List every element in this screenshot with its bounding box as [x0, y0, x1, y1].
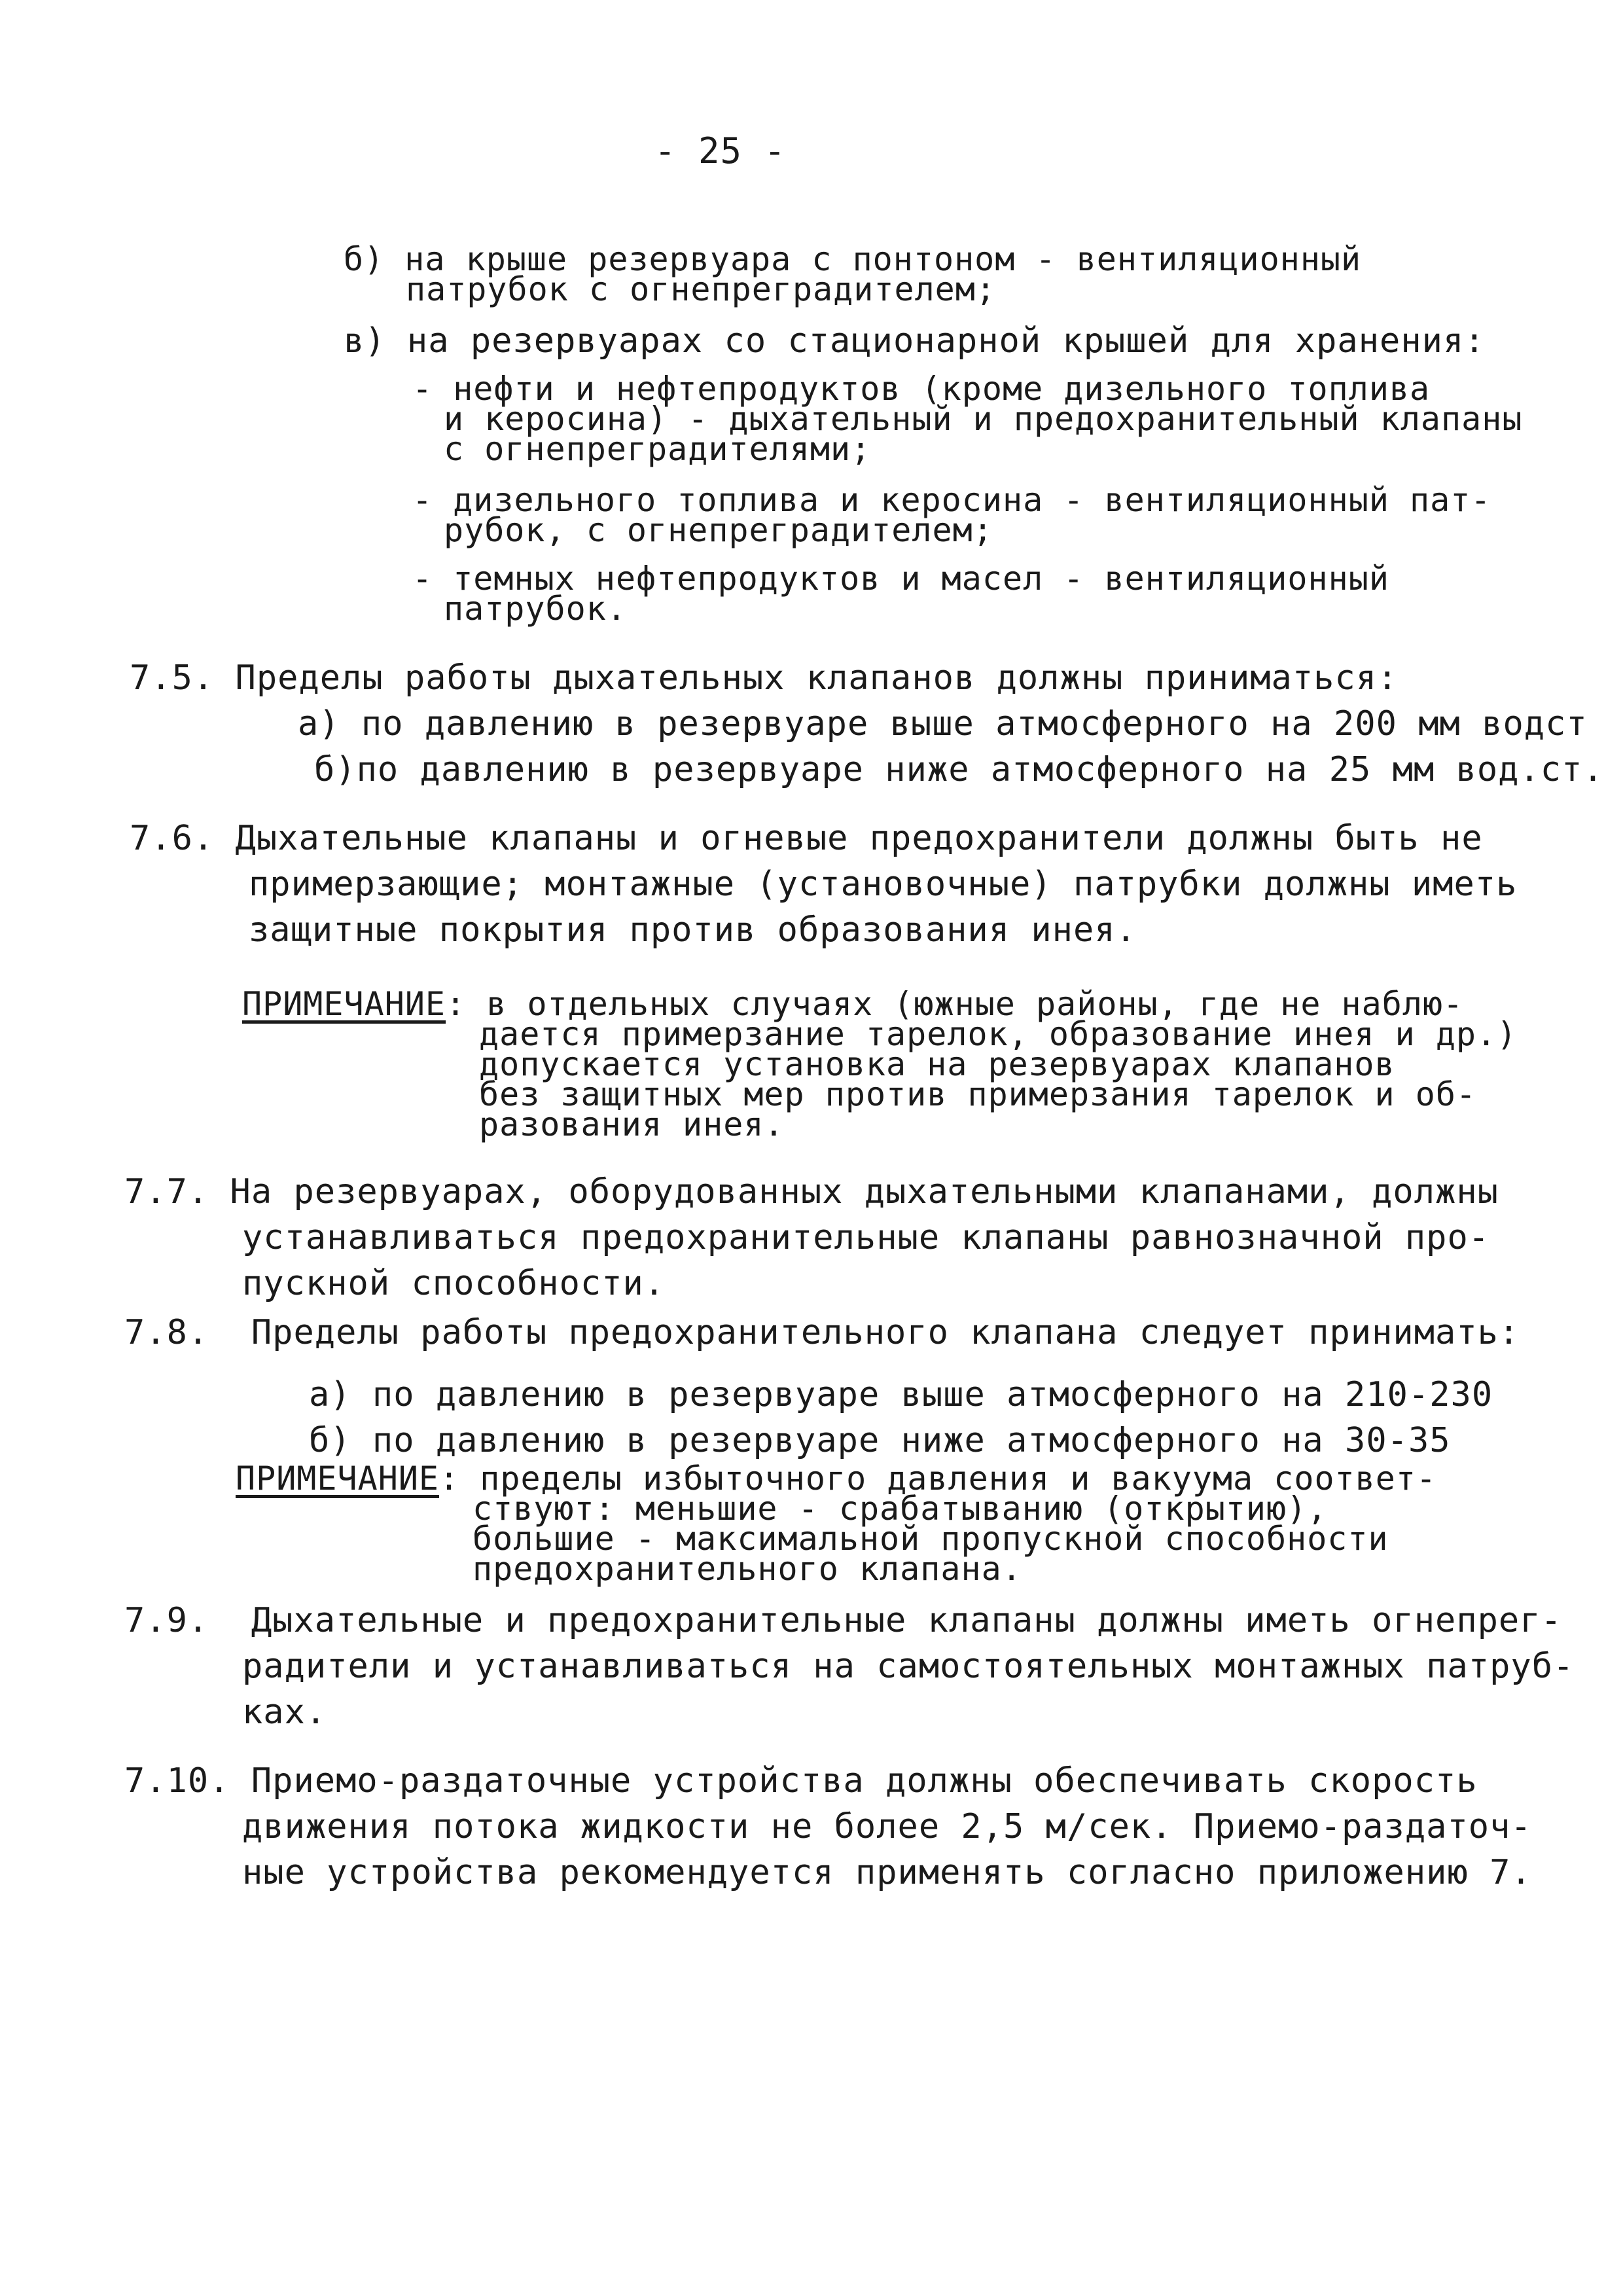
section-7-6-line-3: защитные покрытия против образования инея.	[249, 910, 1137, 950]
note-2-line-2: ствуют: меньшие - срабатыванию (открытию),	[473, 1490, 1328, 1528]
note-1-line-4: без защитных мер против примерзания тарелок и об-	[479, 1075, 1477, 1113]
note-2-text: : пределы избыточного давления и вакуума соответ-	[439, 1460, 1437, 1498]
note-2-line-3: большие - максимальной пропускной способности	[473, 1520, 1389, 1558]
section-7-5-item-a: а) по давлению в резервуаре выше атмосферного на 200 мм водст	[298, 704, 1588, 744]
note-1-line-5: разования инея.	[479, 1105, 785, 1143]
page-number: - 25 -	[654, 130, 787, 171]
note-2-label: ПРИМЕЧАНИЕ	[236, 1460, 440, 1498]
dash-2-line-2: рубок, с огнепреградителем;	[444, 511, 993, 549]
section-7-9-line-3: ках.	[242, 1693, 327, 1732]
note-2-line-4: предохранительного клапана.	[473, 1550, 1022, 1588]
section-7-8-item-b: б) по давлению в резервуаре ниже атмосферного на 30-35	[309, 1421, 1451, 1460]
section-7-6-line-1: 7.6. Дыхательные клапаны и огневые предохранители должны быть не	[130, 819, 1483, 858]
note-1-text: : в отдельных случаях (южные районы, где не наблю-	[446, 985, 1464, 1023]
section-7-7-line-2: устанавливаться предохранительные клапаны равнозначной про-	[242, 1218, 1490, 1257]
section-7-8-item-a: а) по давлению в резервуаре выше атмосферного на 210-230	[309, 1375, 1493, 1414]
section-7-5: 7.5. Пределы работы дыхательных клапанов должны приниматься:	[130, 658, 1399, 698]
dash-3-line-1: - темных нефтепродуктов и масел - вентиляционный	[412, 560, 1389, 598]
note-1-line-2: дается примерзание тарелок, образование инея и др.)	[479, 1015, 1518, 1053]
section-7-9-line-1: 7.9. Дыхательные и предохранительные клапаны должны иметь огнепрег-	[124, 1601, 1562, 1640]
section-7-6-line-2: примерзающие; монтажные (установочные) патрубки должны иметь	[249, 865, 1518, 904]
item-b-line-1: б) на крыше резервуара с понтоном - вентиляционный	[344, 240, 1362, 278]
section-7-10-line-2: движения потока жидкости не более 2,5 м/сек. Приемо-раздаточ-	[242, 1807, 1532, 1846]
dash-3-line-2: патрубок.	[444, 590, 627, 628]
dash-1-line-3: с огнепреградителями;	[444, 430, 872, 468]
dash-1-line-1: - нефти и нефтепродуктов (кроме дизельного топлива	[412, 370, 1431, 408]
section-7-9-line-2: радители и устанавливаться на самостоятельных монтажных патруб-	[242, 1647, 1575, 1686]
section-7-5-item-b: б)по давлению в резервуаре ниже атмосферного на 25 мм вод.ст.	[314, 750, 1604, 789]
item-v-line-1: в) на резервуарах со стационарной крышей для хранения:	[344, 321, 1486, 361]
section-7-10-line-3: ные устройства рекомендуется применять согласно приложению 7.	[242, 1853, 1532, 1892]
dash-1-line-2: и керосина) - дыхательный и предохранительный клапаны	[444, 400, 1523, 438]
dash-2-line-1: - дизельного топлива и керосина - вентиляционный пат-	[412, 481, 1491, 519]
note-1-label: ПРИМЕЧАНИЕ	[242, 985, 446, 1023]
section-7-10-line-1: 7.10. Приемо-раздаточные устройства должны обеспечивать скорость	[124, 1761, 1478, 1801]
item-b-line-2: патрубок с огнепреградителем;	[406, 270, 996, 308]
note-1-line-3: допускается установка на резервуарах клапанов	[479, 1045, 1395, 1083]
section-7-8: 7.8. Пределы работы предохранительного клапана следует принимать:	[124, 1313, 1520, 1352]
section-7-7-line-1: 7.7. На резервуарах, оборудованных дыхательными клапанами, должны	[124, 1172, 1499, 1211]
section-7-7-line-3: пускной способности.	[242, 1264, 666, 1303]
